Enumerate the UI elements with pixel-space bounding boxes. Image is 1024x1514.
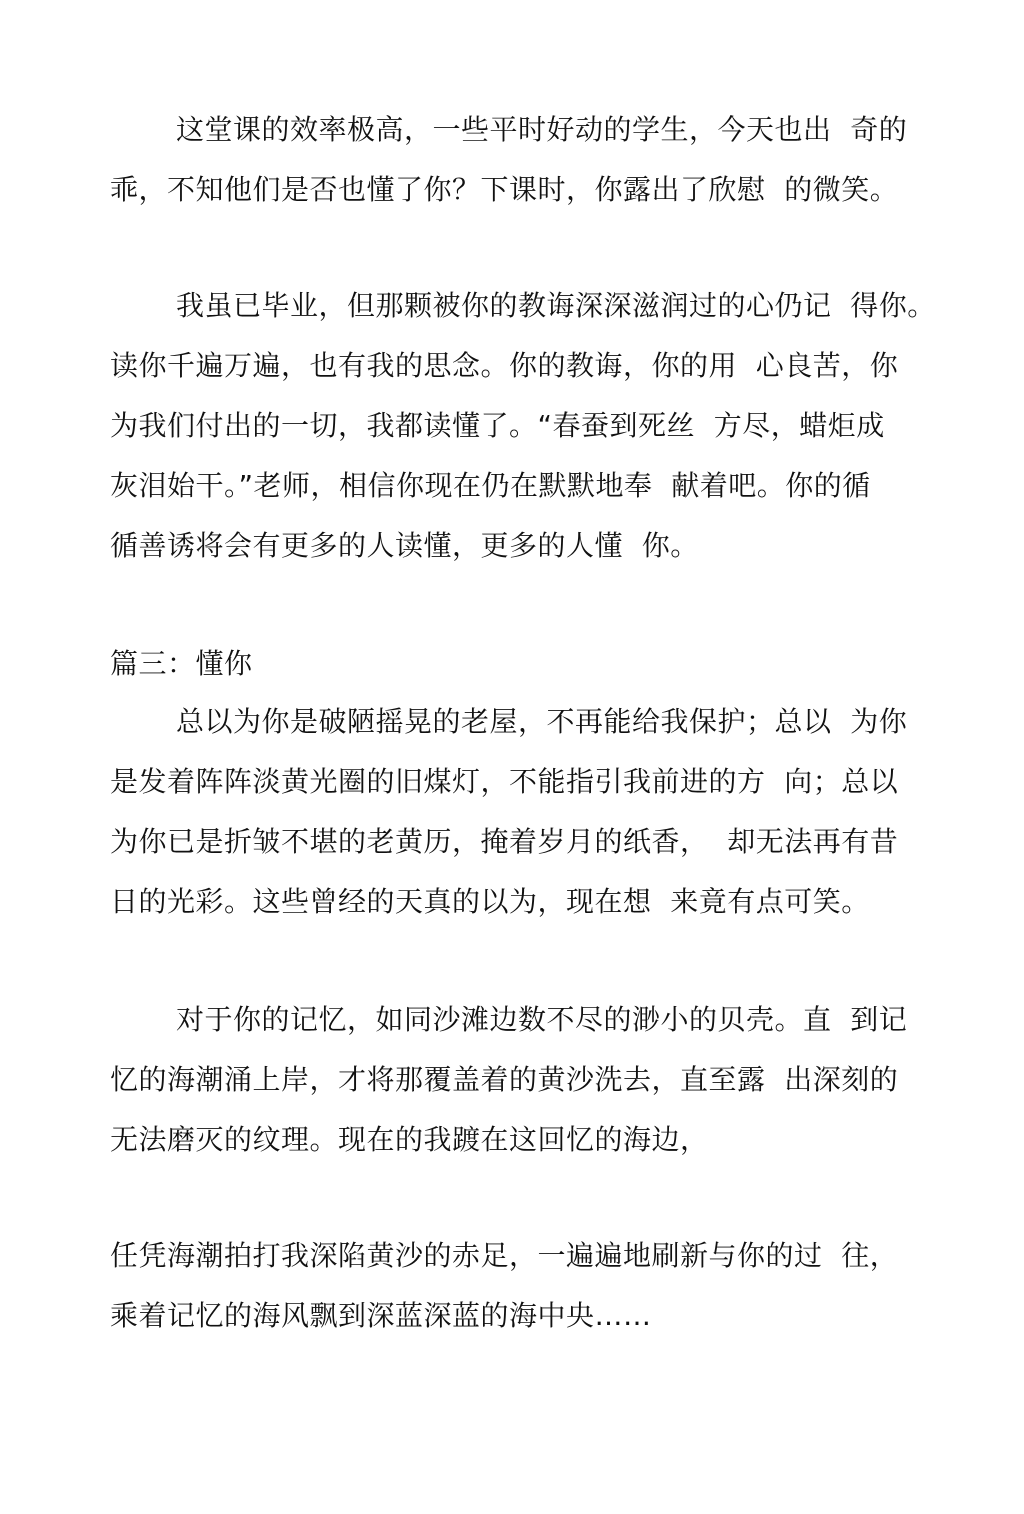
paragraph-4-line-1: 对于你的记忆，如同沙滩边数不尽的渺小的贝壳。直 到记 bbox=[176, 1003, 908, 1036]
paragraph-2-line-2: 读你千遍万遍，也有我的思念。你的教诲，你的用 心良苦，你 bbox=[110, 349, 899, 382]
paragraph-4-line-3: 无法磨灭的纹理。现在的我踱在这回忆的海边， bbox=[110, 1123, 709, 1156]
paragraph-2-line-5: 循善诱将会有更多的人读懂，更多的人懂 你。 bbox=[110, 529, 699, 562]
paragraph-1-line-2: 乖，不知他们是否也懂了你？下课时，你露出了欣慰 的微笑。 bbox=[110, 173, 899, 206]
paragraph-3-line-1: 总以为你是破陋摇晃的老屋，不再能给我保护；总以 为你 bbox=[176, 705, 908, 738]
section-heading: 篇三：懂你 bbox=[110, 647, 253, 680]
paragraph-5-line-1: 任凭海潮拍打我深陷黄沙的赤足，一遍遍地刷新与你的过 往， bbox=[110, 1239, 899, 1272]
paragraph-4-line-2: 忆的海潮涌上岸，才将那覆盖着的黄沙洗去，直至露 出深刻的 bbox=[110, 1063, 899, 1096]
paragraph-3-line-4: 日的光彩。这些曾经的天真的以为，现在想 来竟有点可笑。 bbox=[110, 885, 870, 918]
paragraph-2-line-3: 为我们付出的一切，我都读懂了。“春蚕到死丝 方尽，蜡炬成 bbox=[110, 409, 885, 442]
paragraph-5-line-2: 乘着记忆的海风飘到深蓝深蓝的海中央…… bbox=[110, 1299, 652, 1332]
paragraph-1-line-1: 这堂课的效率极高，一些平时好动的学生，今天也出 奇的 bbox=[176, 113, 908, 146]
paragraph-3-line-3: 为你已是折皱不堪的老黄历，掩着岁月的纸香， 却无法再有昔 bbox=[110, 825, 899, 858]
paragraph-2-line-1: 我虽已毕业，但那颗被你的教诲深深滋润过的心仍记 得你。 bbox=[176, 289, 936, 322]
paragraph-2-line-4: 灰泪始干。”老师，相信你现在仍在默默地奉 献着吧。你的循 bbox=[110, 469, 871, 502]
paragraph-3-line-2: 是发着阵阵淡黄光圈的旧煤灯，不能指引我前进的方 向；总以 bbox=[110, 765, 899, 798]
